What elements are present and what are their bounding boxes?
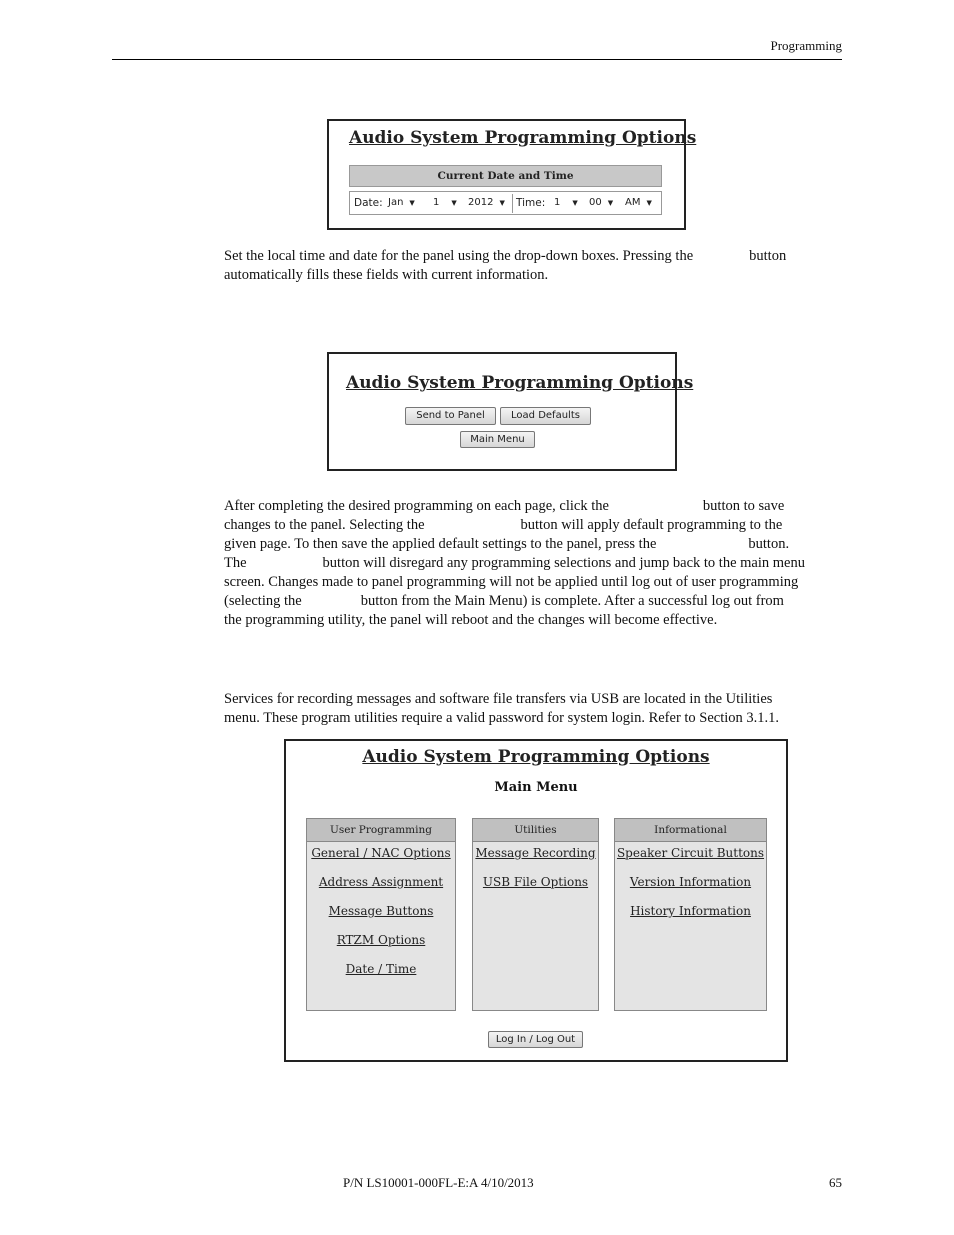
log-in-log-out-button[interactable]: Log In / Log Out (488, 1031, 583, 1048)
day-select[interactable] (433, 197, 457, 208)
para-line (224, 592, 842, 611)
para-text: button to save (702, 498, 785, 514)
para-text: button. (748, 536, 790, 552)
minute-select[interactable] (589, 197, 613, 208)
user-programming-column (306, 818, 456, 1011)
figure-title: Audio System Programming Options (346, 373, 694, 393)
date-time-bar: Current Date and Time (349, 165, 662, 187)
date-time-link[interactable]: Date / Time (345, 962, 417, 976)
dropdown-arrow-icon: ▼ (607, 199, 614, 207)
main-menu-subtitle: Main Menu (494, 780, 578, 795)
para-line (224, 497, 842, 516)
footer-part-number: P/N LS10001-000FL-E:A 4/10/2013 (343, 1175, 534, 1190)
date-time-row (349, 191, 662, 215)
rtzm-options-link[interactable]: RTZM Options (336, 933, 426, 947)
para-text: The (224, 555, 247, 571)
column-header: Informational (615, 819, 766, 842)
column-header: User Programming (307, 819, 455, 842)
column-header: Utilities (473, 819, 598, 842)
footer-page-number: 65 (829, 1175, 842, 1190)
row-divider (512, 194, 513, 213)
time-label: Time: (516, 197, 546, 209)
usb-file-options-link[interactable]: USB File Options (482, 875, 589, 889)
message-recording-link[interactable]: Message Recording (475, 846, 596, 860)
minute-value: 00 (589, 197, 602, 208)
version-information-link[interactable]: Version Information (629, 875, 752, 889)
utilities-column (472, 818, 599, 1011)
speaker-circuit-buttons-link[interactable]: Speaker Circuit Buttons (616, 846, 765, 860)
dropdown-arrow-icon: ▼ (451, 199, 457, 207)
para-line (224, 247, 842, 266)
utilities-paragraph (224, 690, 842, 728)
para-text: After completing the desired programming on each page, click the (224, 498, 609, 514)
para-text: button will apply default programming to the (520, 517, 783, 533)
figure-date-time (327, 119, 697, 230)
history-information-link[interactable]: History Information (630, 904, 751, 918)
para-line: automatically fills these fields with current information. (224, 267, 549, 283)
message-buttons-link[interactable]: Message Buttons (328, 904, 434, 918)
dropdown-arrow-icon: ▼ (646, 199, 652, 207)
para-text: button (749, 248, 787, 264)
para-line (224, 516, 842, 535)
hour-value: 1 (554, 197, 561, 208)
para-line: Services for recording messages and software file transfers via USB are located in the Utilities (224, 691, 773, 707)
year-select[interactable] (468, 197, 505, 208)
general-nac-options-link[interactable]: General / NAC Options (311, 846, 451, 860)
dropdown-arrow-icon: ▼ (499, 199, 505, 207)
figure-title: Audio System Programming Options (362, 747, 710, 767)
date-label: Date: (354, 197, 383, 209)
para-text: changes to the panel. Selecting the (224, 517, 425, 533)
running-header: Programming (770, 38, 842, 53)
informational-column (614, 818, 767, 1011)
month-select[interactable] (388, 197, 415, 208)
figure-title: Audio System Programming Options (349, 128, 697, 148)
para-line (224, 535, 842, 554)
para-text: Set the local time and date for the panel using the drop-down boxes. Pressing the (224, 248, 694, 264)
date-time-paragraph (224, 247, 842, 285)
para-line: the programming utility, the panel will reboot and the changes will become effective. (224, 612, 718, 628)
load-defaults-button[interactable]: Load Defaults (500, 407, 591, 425)
para-text: button will disregard any programming selections and jump back to the main menu (322, 555, 805, 571)
day-value: 1 (433, 197, 440, 208)
dropdown-arrow-icon: ▼ (572, 199, 578, 207)
ampm-select[interactable] (625, 197, 652, 208)
address-assignment-link[interactable]: Address Assignment (318, 875, 444, 889)
ampm-value: AM (625, 197, 641, 208)
figure-main-menu (284, 739, 788, 1062)
programming-paragraph (224, 497, 842, 630)
hour-select[interactable] (554, 197, 578, 208)
para-line: screen. Changes made to panel programming will not be applied until log out of user programming (224, 574, 799, 590)
para-text: given page. To then save the applied default settings to the panel, press the (224, 536, 657, 552)
para-line: menu. These program utilities require a valid password for system login. Refer to Section 3.1.1. (224, 710, 780, 726)
para-line (224, 554, 842, 573)
year-value: 2012 (468, 197, 494, 208)
dropdown-arrow-icon: ▼ (409, 199, 415, 207)
para-text: (selecting the (224, 593, 302, 609)
figure-buttons (327, 352, 694, 471)
header-rule (112, 59, 842, 60)
main-menu-button[interactable]: Main Menu (460, 431, 535, 448)
para-text: button from the Main Menu) is complete. After a successful log out from (360, 593, 784, 609)
send-to-panel-button[interactable]: Send to Panel (405, 407, 496, 425)
month-value: Jan (388, 197, 404, 208)
